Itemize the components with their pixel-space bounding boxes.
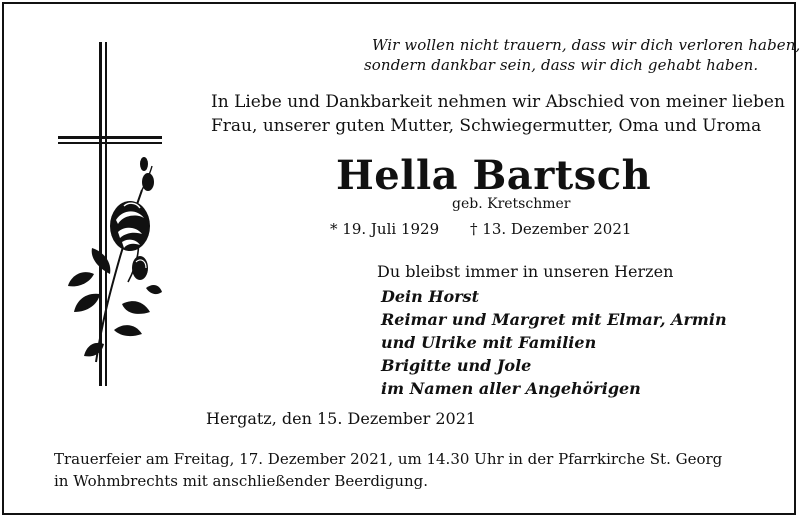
death-symbol-icon: † <box>470 220 478 238</box>
maiden-name: geb. Kretschmer <box>452 196 571 212</box>
birth-symbol-icon: * <box>330 220 338 238</box>
deceased-name: Hella Bartsch <box>336 152 652 199</box>
remembrance-line: Du bleibst immer in unseren Herzen <box>377 262 674 281</box>
place-date: Hergatz, den 15. Dezember 2021 <box>206 409 477 428</box>
intro-line: In Liebe und Dankbarkeit nehmen wir Abschied von meiner lieben <box>211 92 785 112</box>
birth-date: 19. Juli 1929 <box>342 220 440 238</box>
family-line: Reimar und Margret mit Elmar, Armin <box>381 310 727 329</box>
verse-line: sondern dankbar sein, dass wir dich gehabt haben. <box>364 56 759 74</box>
birth-date-line <box>330 220 439 238</box>
family-line: im Namen aller Angehörigen <box>381 379 641 398</box>
funeral-info-line: in Wohmbrechts mit anschließender Beerdigung. <box>54 472 429 490</box>
verse-line: Wir wollen nicht trauern, dass wir dich verloren haben, <box>372 36 800 54</box>
family-line: und Ulrike mit Familien <box>381 333 597 352</box>
death-date: 13. Dezember 2021 <box>482 220 632 238</box>
cross-with-rose-icon <box>58 42 168 392</box>
intro-line: Frau, unserer guten Mutter, Schwiegermutter, Oma und Uroma <box>211 116 762 136</box>
obituary-card <box>2 2 800 515</box>
death-date-line <box>470 220 631 238</box>
funeral-info-line: Trauerfeier am Freitag, 17. Dezember 2021, um 14.30 Uhr in der Pfarrkirche St. Georg <box>54 450 723 468</box>
family-line: Dein Horst <box>381 287 479 306</box>
family-line: Brigitte und Jole <box>381 356 532 375</box>
